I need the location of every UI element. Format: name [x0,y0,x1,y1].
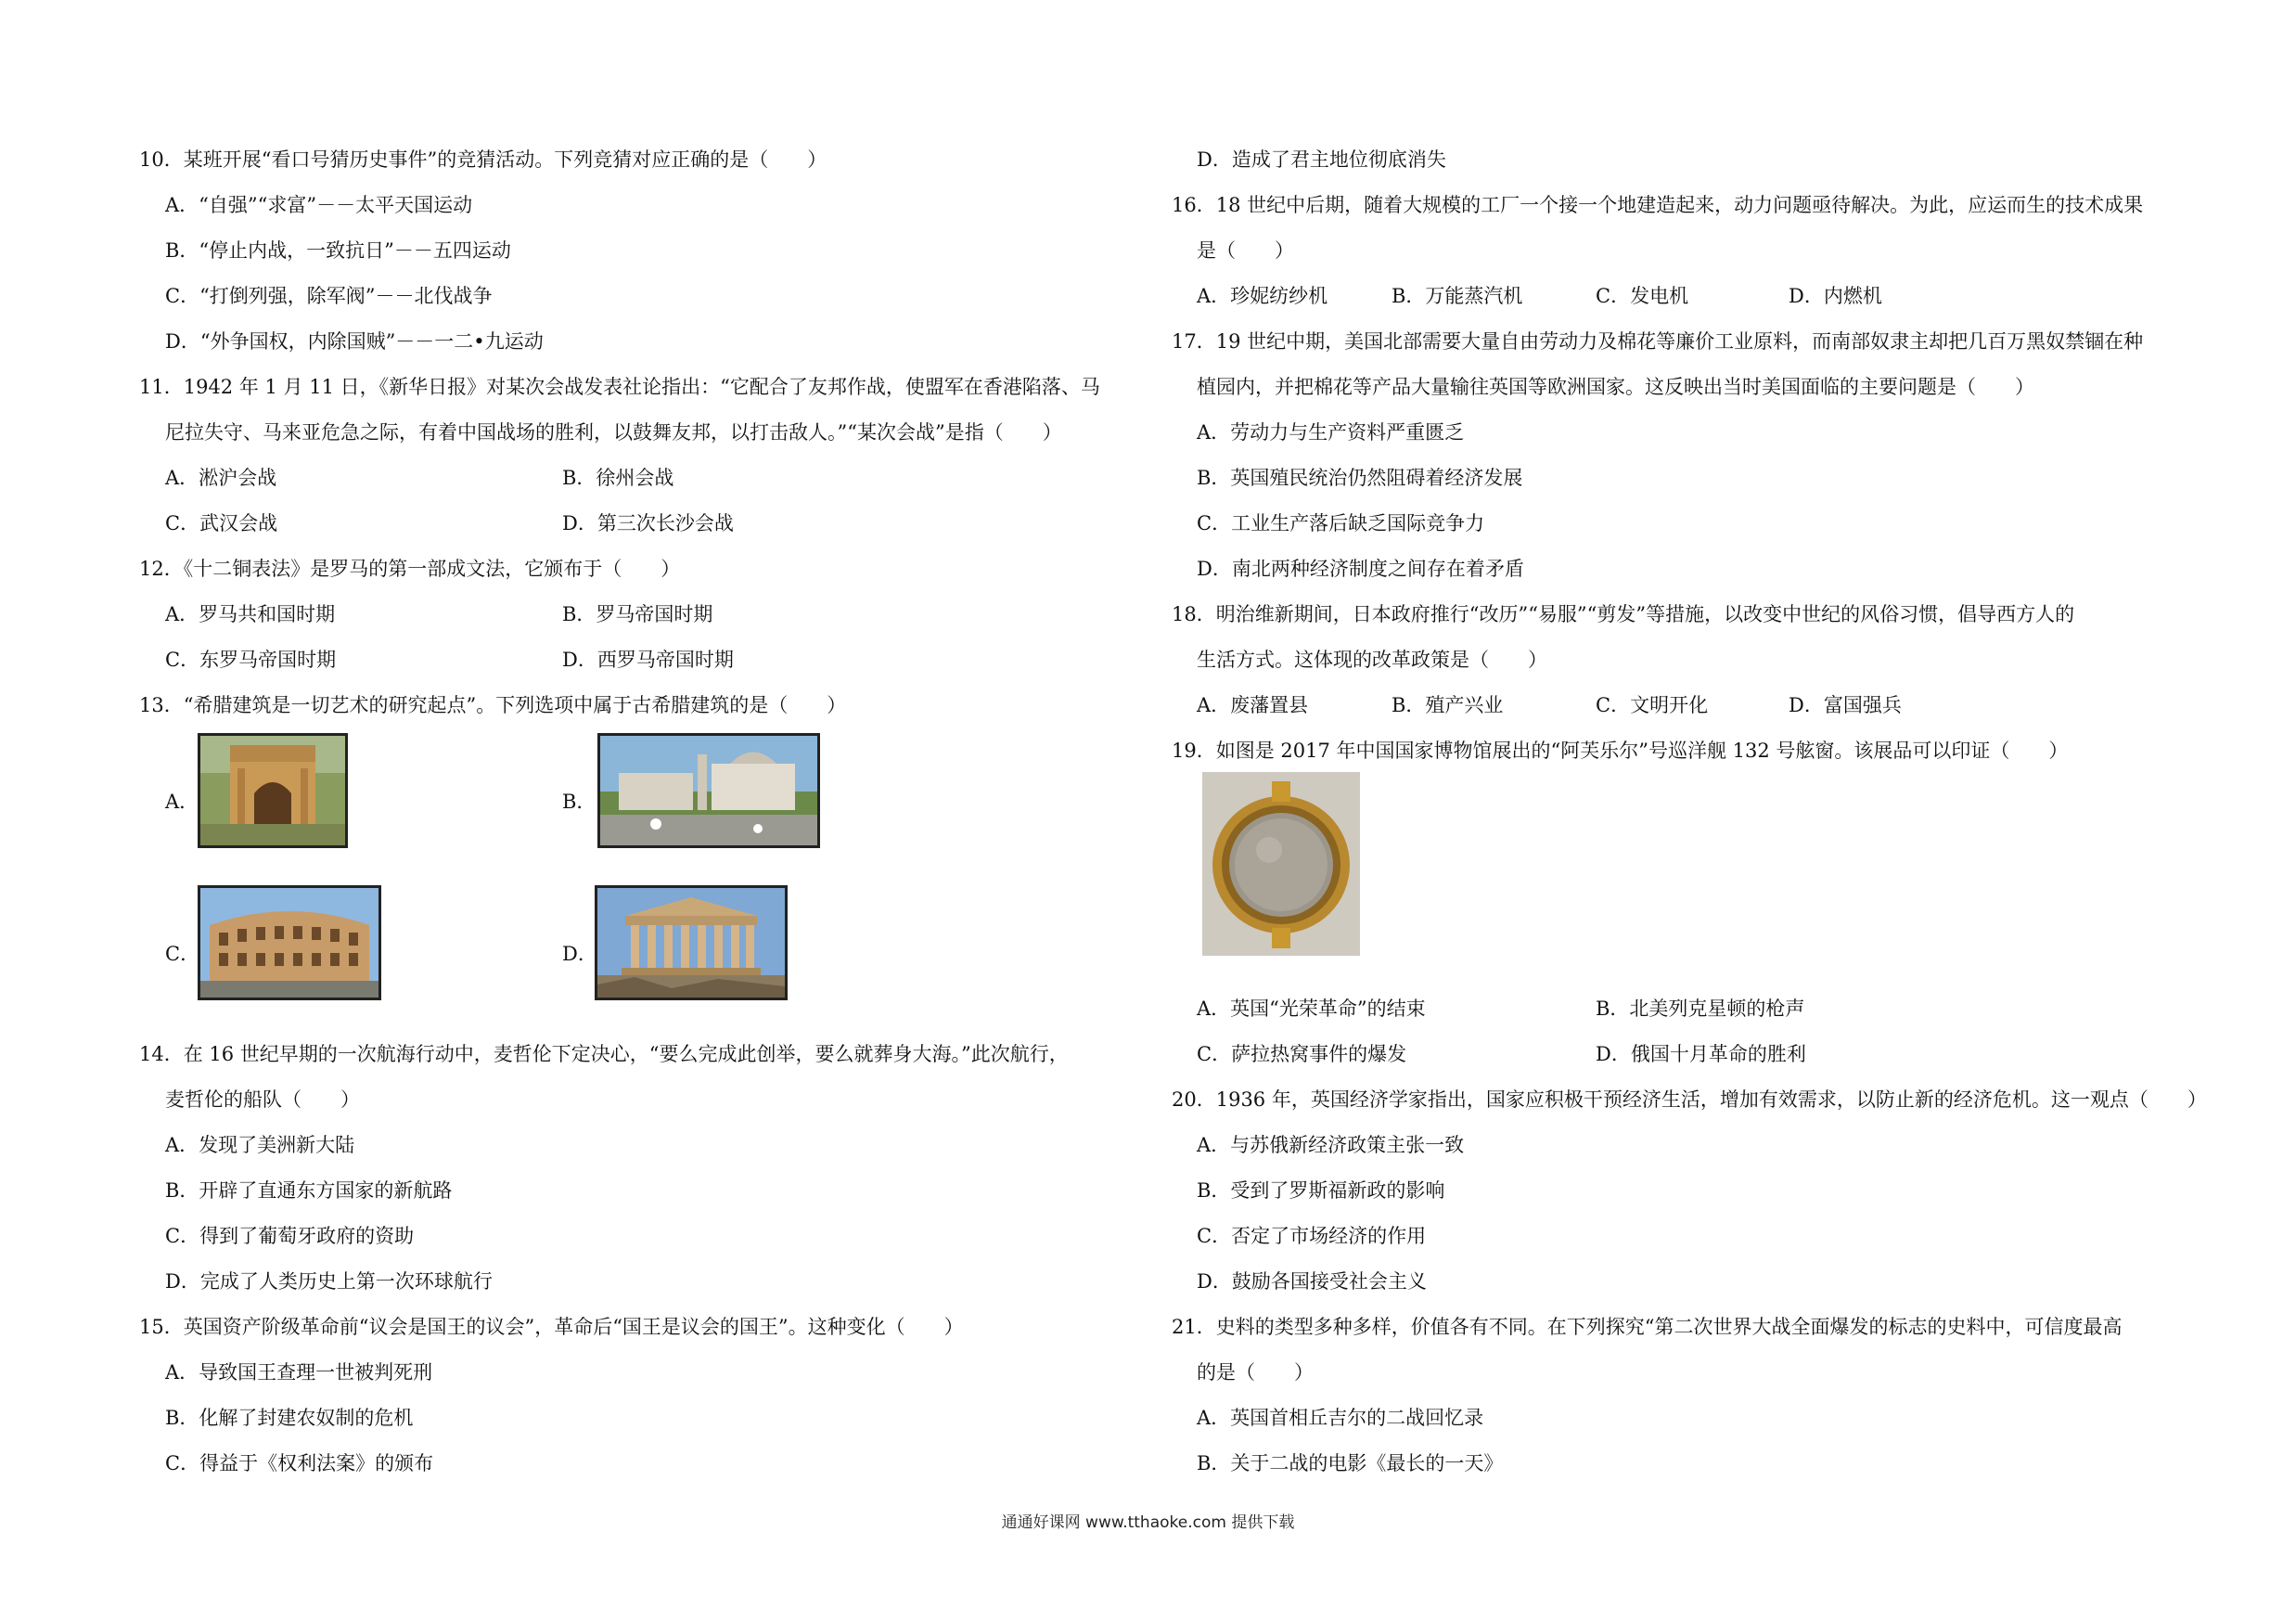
q12-option-c: C．东罗马帝国时期 [165,649,337,671]
q10-option-d: D．“外争国权，内除国贼”－－一二•九运动 [165,330,544,353]
q13-image-monument [597,733,820,848]
q19-option-c: C．萨拉热窝事件的爆发 [1197,1043,1407,1065]
q17-option-c: C．工业生产落后缺乏国际竞争力 [1197,512,1485,534]
q13-option-a-label: A． [165,791,199,813]
q13-option-b-label: B． [562,791,596,813]
q15-option-c: C．得益于《权利法案》的颁布 [165,1452,434,1474]
q13-stem: 13．“希腊建筑是一切艺术的研究起点”。下列选项中属于古希腊建筑的是（ ） [139,694,847,716]
q13-option-d-label: D． [562,943,597,965]
q13-image-colosseum [198,885,381,1000]
q11-option-d: D．第三次长沙会战 [562,512,734,534]
q18-stem-line2: 生活方式。这体现的改革政策是（ ） [1197,649,1547,671]
q11-option-c: C．武汉会战 [165,512,278,534]
q14-option-b: B．开辟了直通东方国家的新航路 [165,1179,453,1202]
q17-stem-line2: 植园内，并把棉花等产品大量输往英国等欧洲国家。这反映出当时美国面临的主要问题是（ ） [1197,376,2034,398]
q17-option-d: D．南北两种经济制度之间存在着矛盾 [1197,558,1524,580]
q20-option-c: C．否定了市场经济的作用 [1197,1225,1427,1247]
q18-option-b: B．殖产兴业 [1392,694,1504,716]
q12-option-b: B．罗马帝国时期 [562,603,713,625]
q21-option-b: B．关于二战的电影《最长的一天》 [1197,1452,1504,1474]
q19-stem: 19．如图是 2017 年中国国家博物馆展出的“阿芙乐尔”号巡洋舰 132 号舷窗。该展品可以印证（ ） [1172,740,2069,762]
q13-option-c-label: C． [165,943,200,965]
q18-option-a: A．废藩置县 [1197,694,1309,716]
q20-stem: 20．1936 年，英国经济学家指出，国家应积极干预经济生活，增加有效需求，以防止新的经济危机。这一观点（ ） [1172,1088,2207,1111]
q16-option-d: D．内燃机 [1789,285,1882,307]
q21-option-a: A．英国首相丘吉尔的二战回忆录 [1197,1407,1484,1429]
q21-stem-line2: 的是（ ） [1197,1361,1314,1384]
q13-image-parthenon [595,885,788,1000]
q12-stem: 12．《十二铜表法》是罗马的第一部成文法，它颁布于（ ） [139,558,681,580]
q18-option-d: D．富国强兵 [1789,694,1902,716]
q19-option-b: B．北美列克星顿的枪声 [1596,998,1805,1020]
q20-option-b: B．受到了罗斯福新政的影响 [1197,1179,1445,1202]
q10-option-c: C．“打倒列强，除军阀”－－北伐战争 [165,285,493,307]
q11-stem-line1: 11．1942 年 1 月 11 日，《新华日报》对某次会战发表社论指出：“它配合了友邦作战，使盟军在香港陷落、马 [139,376,1100,398]
q14-stem-line2: 麦哲伦的船队（ ） [165,1088,360,1111]
q14-stem-line1: 14．在 16 世纪早期的一次航海行动中，麦哲伦下定决心，“要么完成此创举，要么就葬身大海。”此次航行， [139,1043,1069,1065]
q17-option-b: B．英国殖民统治仍然阻碍着经济发展 [1197,467,1523,489]
q12-option-a: A．罗马共和国时期 [165,603,336,625]
q19-option-a: A．英国“光荣革命”的结束 [1197,998,1426,1020]
q16-option-c: C．发电机 [1596,285,1689,307]
q10-option-a: A．“自强”“求富”－－太平天国运动 [165,194,473,216]
q15-option-b: B．化解了封建农奴制的危机 [165,1407,414,1429]
q20-option-d: D．鼓励各国接受社会主义 [1197,1270,1427,1293]
q15-stem: 15．英国资产阶级革命前“议会是国王的议会”，革命后“国王是议会的国王”。这种变化（ ） [139,1316,964,1338]
q20-option-a: A．与苏俄新经济政策主张一致 [1197,1134,1465,1156]
q18-stem-line1: 18．明治维新期间，日本政府推行“改历”“易服”“剪发”等措施，以改变中世纪的风俗习惯，倡导西方人的 [1172,603,2075,625]
q16-stem-line2: 是（ ） [1197,239,1294,262]
q15-option-a: A．导致国王查理一世被判死刑 [165,1361,433,1384]
q15-option-d: D．造成了君主地位彻底消失 [1197,148,1446,171]
q16-stem-line1: 16．18 世纪中后期，随着大规模的工厂一个接一个地建造起来，动力问题亟待解决。为此，应运而生的技术成果 [1172,194,2144,216]
q12-option-d: D．西罗马帝国时期 [562,649,734,671]
q14-option-c: C．得到了葡萄牙政府的资助 [165,1225,415,1247]
q11-option-b: B．徐州会战 [562,467,674,489]
q10-option-b: B．“停止内战，一致抗日”－－五四运动 [165,239,511,262]
q19-option-d: D．俄国十月革命的胜利 [1596,1043,1806,1065]
q14-option-a: A．发现了美洲新大陆 [165,1134,355,1156]
q17-option-a: A．劳动力与生产资料严重匮乏 [1197,421,1465,444]
q21-stem-line1: 21．史料的类型多种多样，价值各有不同。在下列探究“第二次世界大战全面爆发的标志的史料中，可信度最高 [1172,1316,2123,1338]
q16-option-a: A．珍妮纺纱机 [1197,285,1328,307]
q17-stem-line1: 17．19 世纪中期，美国北部需要大量自由劳动力及棉花等廉价工业原料，而南部奴隶主却把几百万黑奴禁锢在种 [1172,330,2144,353]
q18-option-c: C．文明开化 [1596,694,1709,716]
q11-stem-line2: 尼拉失守、马来亚危急之际，有着中国战场的胜利，以鼓舞友邦，以打击敌人。”“某次会战”是指（ ） [165,421,1062,444]
q16-option-b: B．万能蒸汽机 [1392,285,1523,307]
q10-stem: 10．某班开展“看口号猜历史事件”的竞猜活动。下列竞猜对应正确的是（ ） [139,148,827,171]
q13-image-arch [198,733,348,848]
page-footer: 通通好课网 www.tthaoke.com 提供下载 [1001,1513,1295,1532]
q11-option-a: A．淞沪会战 [165,467,277,489]
q19-image-porthole [1202,772,1360,956]
q14-option-d: D．完成了人类历史上第一次环球航行 [165,1270,493,1293]
